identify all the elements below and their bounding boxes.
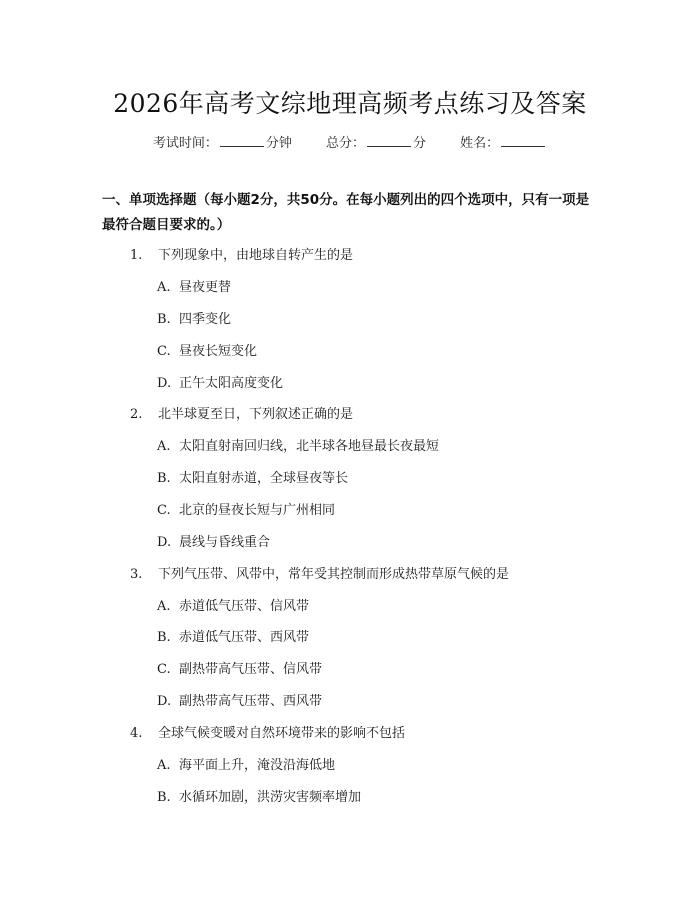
option-text: 太阳直射赤道，全球昼夜等长 (179, 471, 349, 486)
question-text: 全球气候变暖对自然环境带来的影响不包括 (158, 726, 406, 741)
question-number: 2. (130, 407, 143, 422)
option-text: 昼夜更替 (179, 280, 232, 295)
question-number: 4. (130, 726, 143, 741)
total-score-unit: 分 (413, 136, 427, 151)
question-item (130, 244, 353, 263)
option-item (157, 308, 231, 327)
question-item (130, 403, 353, 422)
option-item (157, 499, 335, 518)
option-text: 赤道低气压带、西风带 (179, 630, 310, 645)
option-letter: C. (157, 662, 171, 677)
option-text: 赤道低气压带、信风带 (179, 599, 310, 614)
option-text: 晨线与昏线重合 (179, 535, 271, 550)
option-text: 太阳直射南回归线，北半球各地昼最长夜最短 (179, 439, 440, 454)
option-text: 水循环加剧，洪涝灾害频率增加 (179, 790, 362, 805)
total-score-label: 总分： (325, 136, 365, 151)
option-letter: D. (157, 376, 172, 391)
option-item (157, 690, 322, 709)
section-heading: 一、单项选择题（每小题2分，共50分。在每小题列出的四个选项中，只有一项是最符合题目要求的。） (102, 192, 590, 233)
exam-time-unit: 分钟 (265, 136, 292, 151)
option-item (157, 467, 348, 486)
option-item (157, 786, 361, 805)
option-text: 昼夜长短变化 (179, 344, 258, 359)
option-text: 副热带高气压带、西风带 (179, 694, 323, 709)
exam-time-blank (220, 134, 264, 147)
option-text: 海平面上升，淹没沿海低地 (179, 758, 336, 773)
option-item (157, 658, 322, 677)
option-letter: A. (157, 599, 171, 614)
option-letter: A. (157, 280, 171, 295)
option-item (157, 435, 439, 454)
student-name-field (460, 136, 547, 151)
exam-time-field (153, 136, 296, 151)
option-item (157, 754, 335, 773)
option-item (157, 276, 231, 295)
option-letter: B. (157, 312, 171, 327)
option-item (157, 372, 283, 391)
option-text: 四季变化 (179, 312, 232, 327)
option-letter: C. (157, 344, 171, 359)
question-number: 3. (130, 567, 143, 582)
option-letter: D. (157, 535, 172, 550)
exam-time-label: 考试时间： (152, 136, 218, 151)
question-text: 下列现象中，由地球自转产生的是 (158, 248, 354, 263)
student-name-blank (501, 134, 545, 147)
option-text: 正午太阳高度变化 (179, 376, 284, 391)
total-score-field (326, 136, 430, 151)
option-item (157, 340, 257, 359)
option-item (157, 531, 270, 550)
option-text: 副热带高气压带、信风带 (179, 662, 323, 677)
question-item (130, 563, 509, 582)
question-text: 北半球夏至日，下列叙述正确的是 (158, 407, 354, 422)
option-letter: A. (157, 439, 171, 454)
option-text: 北京的昼夜长短与广州相同 (179, 503, 336, 518)
question-item (130, 722, 405, 741)
option-letter: A. (157, 758, 171, 773)
total-score-blank (367, 134, 411, 147)
option-letter: C. (157, 503, 171, 518)
option-letter: D. (157, 694, 172, 709)
question-number: 1. (130, 248, 143, 263)
question-text: 下列气压带、风带中，常年受其控制而形成热带草原气候的是 (158, 567, 510, 582)
option-letter: B. (157, 790, 171, 805)
option-item (157, 595, 309, 614)
page-title: 2026年高考文综地理高频考点练习及答案 (113, 89, 587, 118)
option-item (157, 626, 309, 645)
exam-info-line (0, 132, 700, 151)
option-letter: B. (157, 471, 171, 486)
option-letter: B. (157, 630, 171, 645)
student-name-label: 姓名： (460, 136, 500, 151)
